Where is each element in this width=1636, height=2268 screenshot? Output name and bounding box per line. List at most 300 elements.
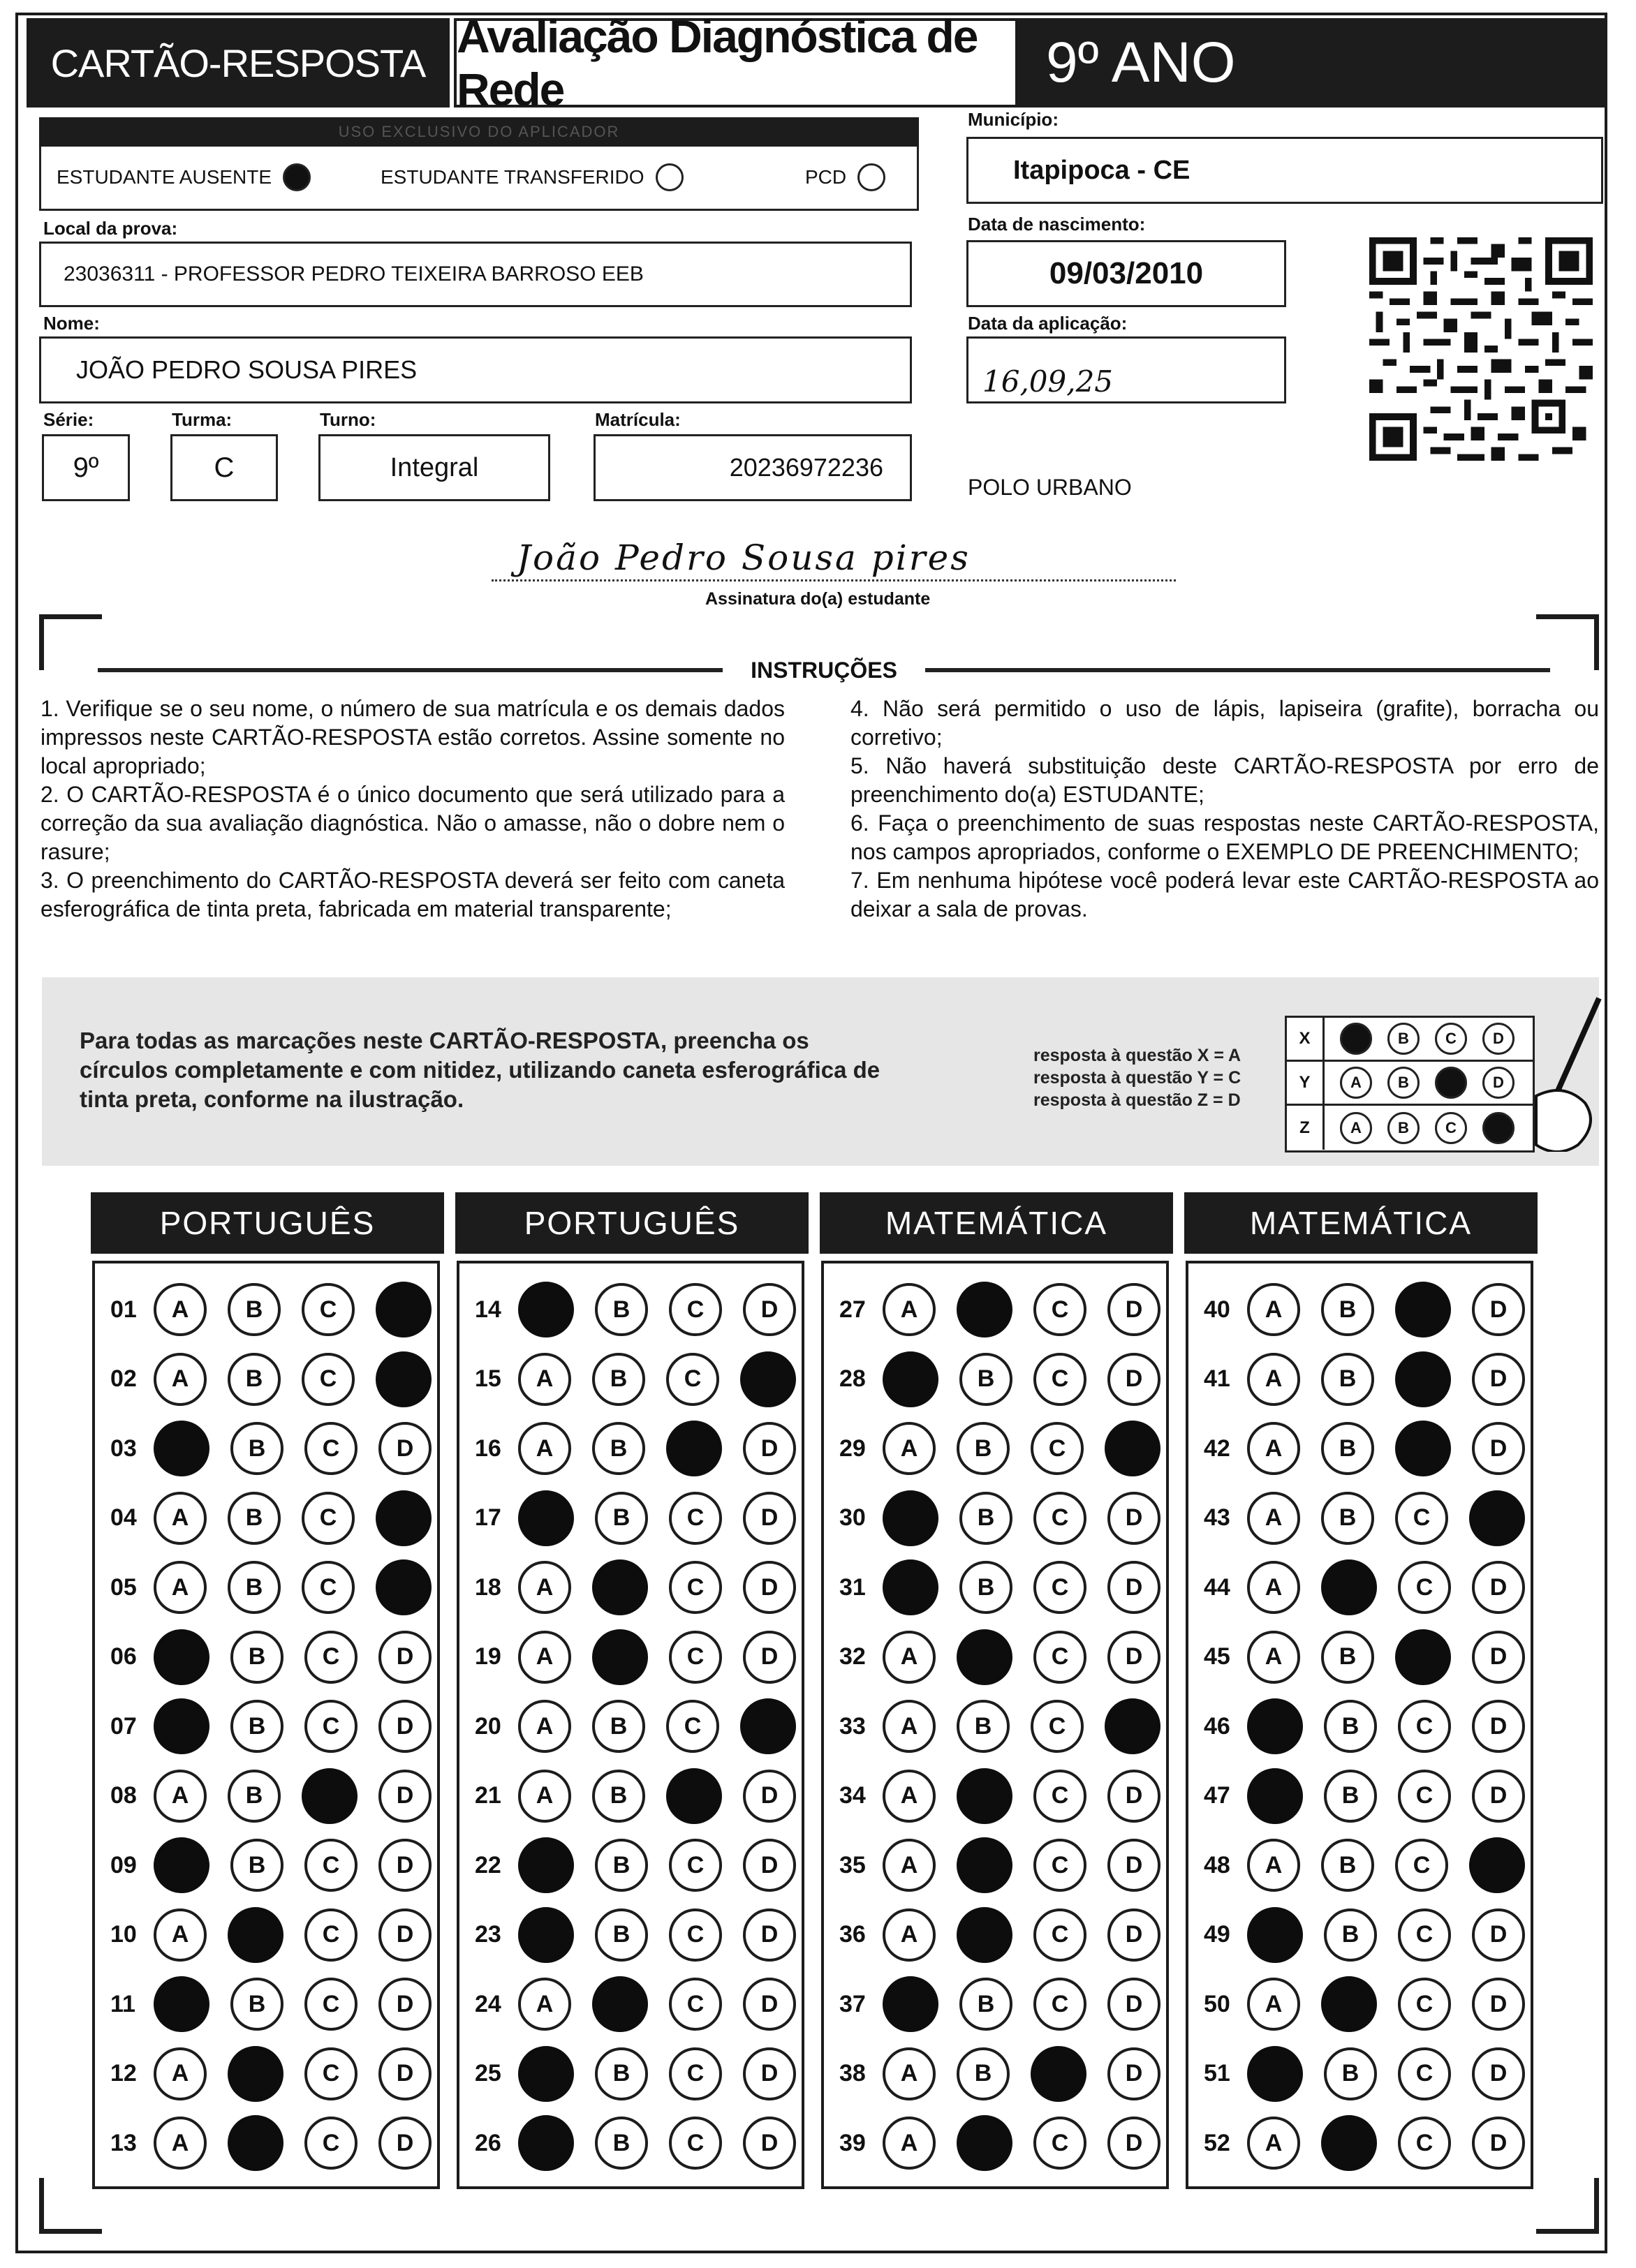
bubble-letter: D [1125,1851,1143,1878]
transferred-label: ESTUDANTE TRANSFERIDO [381,166,644,188]
bubble-letter: D [1489,1573,1508,1601]
question-number: 08 [110,1782,137,1809]
answer-bubble[interactable] [743,1978,796,2031]
answer-bubble[interactable] [518,1631,571,1684]
answer-bubble[interactable] [669,1908,722,1962]
answer-bubble[interactable] [518,1422,571,1475]
answer-bubble[interactable] [154,1561,207,1614]
polo-label: POLO URBANO [968,475,1132,500]
answer-bubble[interactable] [518,1700,571,1753]
answer-bubble[interactable] [1031,1422,1084,1475]
answer-bubble-filled[interactable] [1395,1421,1451,1476]
answer-bubble[interactable] [378,1978,432,2031]
answer-bubble[interactable] [1107,1978,1160,2031]
answer-bubble[interactable] [378,1839,432,1892]
answer-bubble[interactable] [1107,1770,1160,1823]
answer-bubble[interactable] [518,1978,571,2031]
answer-bubble[interactable] [1107,1908,1160,1962]
answer-bubble[interactable] [883,1631,936,1684]
answer-bubble[interactable] [669,1978,722,2031]
bubble-letter: C [1415,2060,1434,2087]
answer-bubble[interactable] [1472,1283,1525,1336]
answer-bubble-filled[interactable] [1031,2046,1086,2102]
answer-bubble[interactable] [743,1631,796,1684]
answer-bubble[interactable] [1398,1978,1451,2031]
bubble-letter: C [1415,1782,1434,1809]
answer-bubble-filled[interactable] [592,1559,648,1615]
section-header: MATEMÁTICA [1184,1192,1538,1254]
answer-bubble-filled[interactable] [957,2115,1012,2171]
answer-bubble[interactable] [1107,1561,1160,1614]
answer-bubble[interactable] [666,1700,719,1753]
corner-mark-bottom-right [1536,2178,1599,2234]
answer-bubble[interactable] [378,1770,432,1823]
answer-bubble[interactable] [883,2117,936,2170]
answer-bubble[interactable] [883,1422,936,1475]
answer-bubble[interactable] [1472,1422,1525,1475]
answer-bubble[interactable] [592,1700,645,1753]
answer-bubble[interactable] [592,1422,645,1475]
answer-bubble[interactable] [883,1770,936,1823]
answer-bubble[interactable] [304,1700,358,1753]
question-row [839,1629,1181,1685]
answer-bubble-filled[interactable] [666,1768,722,1824]
answer-bubble[interactable] [228,1492,281,1545]
answer-bubble[interactable] [1247,1978,1300,2031]
answer-bubble[interactable] [1472,1770,1525,1823]
answer-bubble[interactable] [669,1492,722,1545]
example-bubble: A [1340,1112,1372,1144]
application-date-label: Data da aplicação: [968,313,1128,334]
answer-bubble[interactable] [1472,1631,1525,1684]
instruction-item: 1. Verifique se o seu nome, o número de sua matrícula e os demais dados impressos neste CARTÃO-RESPOSTA estão corretos. Assine somente no local apropriado; [40,696,785,778]
answer-bubble-filled[interactable] [302,1768,358,1824]
bubble-letter: D [1489,1365,1508,1392]
answer-bubble-filled[interactable] [154,1976,209,2032]
answer-bubble[interactable] [595,2117,648,2170]
bubble-letter: D [760,1782,779,1809]
answer-bubble[interactable] [883,1839,936,1892]
question-number: 02 [110,1365,137,1392]
answer-bubble[interactable] [1324,1908,1377,1962]
grade-field-label: Série: [43,409,94,430]
answer-bubble[interactable] [959,1492,1012,1545]
bubble-letter: C [322,1712,340,1740]
bubble-letter: D [760,1643,779,1670]
answer-bubble[interactable] [302,1561,355,1614]
answer-bubble-filled[interactable] [592,1629,648,1685]
bubble-letter: B [1341,1782,1359,1809]
answer-bubble[interactable] [743,1422,796,1475]
answer-bubble-filled[interactable] [1321,1559,1377,1615]
answer-bubble[interactable] [595,1839,648,1892]
question-number: 35 [839,1851,866,1878]
answer-bubble-filled[interactable] [518,1282,574,1337]
answer-bubble[interactable] [743,2117,796,2170]
answer-bubble[interactable] [1324,2047,1377,2100]
answer-bubble-filled[interactable] [154,1698,209,1754]
answer-bubble[interactable] [304,1978,358,2031]
pcd-bubble[interactable] [857,163,885,191]
question-row [1204,1837,1546,1893]
answer-bubble[interactable] [230,1422,283,1475]
question-row [475,1768,817,1824]
answer-bubble[interactable] [1247,1631,1300,1684]
class-field: C [170,434,278,501]
answer-bubble[interactable] [1247,1839,1300,1892]
answer-bubble[interactable] [378,1422,432,1475]
question-row [839,2046,1181,2102]
answer-bubble-filled[interactable] [1247,2046,1303,2102]
question-number: 27 [839,1296,866,1323]
bubble-letter: B [977,1365,995,1392]
answer-bubble[interactable] [518,1561,571,1614]
bubble-letter: C [684,1712,702,1740]
answer-bubble-filled[interactable] [957,1282,1012,1337]
bubble-letter: A [1265,1365,1283,1392]
answer-bubble[interactable] [743,1561,796,1614]
answer-bubble[interactable] [1247,1283,1300,1336]
answer-bubble[interactable] [1107,2047,1160,2100]
pcd-option[interactable] [805,163,885,191]
answer-bubble[interactable] [669,2117,722,2170]
answer-bubble[interactable] [1395,1839,1448,1892]
answer-bubble[interactable] [1033,1561,1086,1614]
answer-bubble-filled[interactable] [228,1907,283,1963]
answer-bubble[interactable] [1398,1561,1451,1614]
answer-bubble[interactable] [1395,1492,1448,1545]
answer-bubble[interactable] [592,1353,645,1406]
bubble-letter: C [1051,1851,1069,1878]
answer-bubble[interactable] [1033,1353,1086,1406]
answer-bubble[interactable] [1247,1561,1300,1614]
answer-bubble-filled[interactable] [1395,1629,1451,1685]
bubble-letter: B [1341,1921,1359,1948]
bubble-letter: A [171,1504,189,1531]
answer-bubble[interactable] [1107,2117,1160,2170]
answer-bubble[interactable] [378,2117,432,2170]
answer-bubble[interactable] [959,1561,1012,1614]
answer-bubble[interactable] [1033,1908,1086,1962]
answer-bubble[interactable] [228,1353,281,1406]
answer-bubble[interactable] [1472,1978,1525,2031]
answer-bubble[interactable] [1247,2117,1300,2170]
answer-bubble[interactable] [1321,1631,1374,1684]
answer-bubble-filled[interactable] [1247,1698,1303,1754]
answer-bubble[interactable] [304,1839,358,1892]
bubble-letter: A [900,1712,918,1740]
answer-bubble[interactable] [304,2117,358,2170]
answer-bubble-filled[interactable] [1395,1351,1451,1407]
answer-bubble-filled[interactable] [376,1490,432,1546]
answer-bubble[interactable] [669,1839,722,1892]
question-number: 16 [475,1435,501,1462]
answer-bubble[interactable] [1472,2047,1525,2100]
answer-bubble[interactable] [154,1770,207,1823]
answer-bubble-filled[interactable] [154,1629,209,1685]
answer-bubble[interactable] [669,1561,722,1614]
answer-bubble[interactable] [304,1908,358,1962]
bubble-letter: C [319,1573,337,1601]
answer-bubble[interactable] [743,1283,796,1336]
question-number: 15 [475,1365,501,1392]
question-row [1204,1559,1546,1615]
answer-bubble[interactable] [1398,1908,1451,1962]
example-bubble [1482,1112,1515,1144]
answer-bubble-filled[interactable] [376,1282,432,1337]
answer-bubble[interactable] [592,1770,645,1823]
answer-bubble[interactable] [1321,1283,1374,1336]
answer-bubble[interactable] [230,1839,283,1892]
answer-bubble-filled[interactable] [376,1559,432,1615]
example-bubble [1340,1023,1372,1055]
answer-bubble[interactable] [883,1700,936,1753]
answer-bubble[interactable] [595,1908,648,1962]
answer-bubble[interactable] [154,1492,207,1545]
answer-bubble[interactable] [154,2047,207,2100]
bubble-letter: C [1051,1365,1069,1392]
answer-bubble[interactable] [957,1700,1010,1753]
answer-bubble[interactable] [302,1492,355,1545]
bubble-letter: C [686,1851,705,1878]
answer-bubble[interactable] [1321,1492,1374,1545]
answer-bubble-filled[interactable] [883,1976,938,2032]
answer-bubble[interactable] [1324,1770,1377,1823]
answer-bubble[interactable] [1031,1700,1084,1753]
answer-bubble[interactable] [230,1631,283,1684]
bubble-letter: A [171,2060,189,2087]
answer-bubble[interactable] [1033,1283,1086,1336]
answer-bubble[interactable] [154,2117,207,2170]
answer-bubble[interactable] [1398,2117,1451,2170]
answer-bubble[interactable] [743,1839,796,1892]
answer-bubble[interactable] [518,1770,571,1823]
answer-bubble[interactable] [1398,2047,1451,2100]
bubble-letter: D [760,1504,779,1531]
answer-bubble-filled[interactable] [1247,1768,1303,1824]
answer-bubble-filled[interactable] [518,1837,574,1893]
example-row [1287,1106,1533,1150]
answer-bubble[interactable] [1033,1978,1086,2031]
answer-bubble[interactable] [1247,1422,1300,1475]
answer-bubble[interactable] [230,1978,283,2031]
bubble-letter: C [322,1435,340,1462]
answer-bubble[interactable] [1472,1908,1525,1962]
answer-bubble[interactable] [959,1353,1012,1406]
bubble-letter: B [610,1365,628,1392]
answer-bubble-filled[interactable] [1469,1490,1525,1546]
answer-bubble[interactable] [1472,2117,1525,2170]
answer-bubble[interactable] [1107,1492,1160,1545]
question-number: 12 [110,2060,137,2087]
absent-option[interactable] [57,163,311,191]
answer-bubble[interactable] [666,1353,719,1406]
answer-bubble[interactable] [957,2047,1010,2100]
answer-bubble[interactable] [743,1492,796,1545]
answer-bubble[interactable] [1321,1839,1374,1892]
answer-bubble[interactable] [302,1353,355,1406]
answer-bubble[interactable] [378,2047,432,2100]
bubble-letter: B [612,1921,631,1948]
question-number: 09 [110,1851,137,1878]
answer-bubble[interactable] [1247,1492,1300,1545]
answer-bubble[interactable] [1107,1283,1160,1336]
answer-bubble[interactable] [1033,1492,1086,1545]
answer-bubble[interactable] [1472,1561,1525,1614]
answer-bubble[interactable] [595,1283,648,1336]
bubble-letter: B [610,1712,628,1740]
answer-bubble[interactable] [1324,1700,1377,1753]
bubble-letter: B [1339,1851,1357,1878]
bubble-letter: B [248,1990,266,2017]
answer-bubble[interactable] [230,1700,283,1753]
bubble-letter: D [1125,1990,1143,2017]
answer-bubble[interactable] [743,2047,796,2100]
answer-bubble-filled[interactable] [1321,2115,1377,2171]
signature-line [492,579,1176,581]
answer-bubble[interactable] [595,1492,648,1545]
bubble-letter: C [319,1365,337,1392]
answer-bubble-filled[interactable] [376,1351,432,1407]
answer-bubble-filled[interactable] [154,1837,209,1893]
transferred-option[interactable] [381,163,684,191]
answer-bubble-filled[interactable] [957,1837,1012,1893]
application-date-field[interactable]: 16,09,25 [966,336,1286,403]
answer-bubble[interactable] [378,1631,432,1684]
answer-bubble[interactable] [669,1631,722,1684]
answer-bubble[interactable] [1472,1353,1525,1406]
transferred-bubble[interactable] [656,163,684,191]
question-number: 04 [110,1504,137,1531]
question-number: 24 [475,1990,501,2017]
bubble-letter: B [1339,1365,1357,1392]
answer-bubble[interactable] [669,2047,722,2100]
answer-bubble-filled[interactable] [1321,1976,1377,2032]
answer-bubble[interactable] [154,1283,207,1336]
question-number: 31 [839,1573,866,1601]
answer-bubble[interactable] [302,1283,355,1336]
bubble-letter: D [1489,2129,1508,2156]
answer-bubble[interactable] [957,1422,1010,1475]
answer-bubble[interactable] [1033,1839,1086,1892]
answer-bubble[interactable] [228,1283,281,1336]
answer-bubble[interactable] [304,1422,358,1475]
answer-bubble-filled[interactable] [1395,1282,1451,1337]
answer-bubble[interactable] [1107,1839,1160,1892]
answer-bubble[interactable] [883,1908,936,1962]
bubble-letter: A [171,1573,189,1601]
question-number: 40 [1204,1296,1230,1323]
answer-bubble[interactable] [378,1700,432,1753]
answer-bubble-filled[interactable] [883,1490,938,1546]
question-row [839,1421,1181,1476]
answer-bubble[interactable] [959,1978,1012,2031]
bubble-letter: D [760,1296,779,1323]
question-row [475,2115,817,2171]
answer-bubble[interactable] [154,1908,207,1962]
answer-bubble[interactable] [1033,1631,1086,1684]
bubble-letter: B [612,1504,631,1531]
answer-bubble-filled[interactable] [228,2115,283,2171]
birthdate-field: 09/03/2010 [966,240,1286,307]
question-number: 39 [839,2129,866,2156]
bubble-letter: C [686,1504,705,1531]
answer-bubble[interactable] [595,2047,648,2100]
bubble-letter: C [1413,1504,1431,1531]
answer-bubble[interactable] [1033,2117,1086,2170]
instructions-left [40,695,785,924]
answer-bubble-filled[interactable] [1247,1907,1303,1963]
answer-bubble-filled[interactable] [883,1559,938,1615]
answer-bubble-filled[interactable] [1105,1698,1160,1754]
example-row [1287,1018,1533,1062]
bubble-letter: D [1489,1782,1508,1809]
answer-bubble-filled[interactable] [592,1976,648,2032]
answer-bubble-filled[interactable] [1105,1421,1160,1476]
answer-bubble-filled[interactable] [740,1351,796,1407]
answer-bubble[interactable] [669,1283,722,1336]
answer-bubble-filled[interactable] [957,1768,1012,1824]
answer-bubble-filled[interactable] [518,2046,574,2102]
answer-bubble-filled[interactable] [957,1629,1012,1685]
answer-bubble[interactable] [1107,1631,1160,1684]
answer-bubble-filled[interactable] [518,1907,574,1963]
bubble-letter: D [1489,2060,1508,2087]
answer-bubble[interactable] [228,1561,281,1614]
question-number: 14 [475,1296,501,1323]
answer-bubble[interactable] [154,1353,207,1406]
answer-bubble-filled[interactable] [518,2115,574,2171]
answer-bubble[interactable] [1321,1353,1374,1406]
answer-bubble[interactable] [1472,1700,1525,1753]
answer-bubble[interactable] [228,1770,281,1823]
answer-bubble[interactable] [378,1908,432,1962]
answer-bubble-filled[interactable] [957,1907,1012,1963]
answer-bubble[interactable] [743,1908,796,1962]
municipio-label: Município: [968,109,1059,130]
answer-bubble-filled[interactable] [666,1421,722,1476]
answer-bubble[interactable] [1321,1422,1374,1475]
answer-bubble-filled[interactable] [228,2046,283,2102]
answer-bubble[interactable] [1398,1700,1451,1753]
bubble-letter: D [1125,2060,1143,2087]
answer-bubble[interactable] [1247,1353,1300,1406]
question-row [110,2046,452,2102]
bubble-letter: A [1265,1851,1283,1878]
answer-bubble[interactable] [1398,1770,1451,1823]
answer-bubble[interactable] [518,1353,571,1406]
answer-bubble[interactable] [743,1770,796,1823]
bubble-letter: D [1125,1921,1143,1948]
absent-bubble[interactable] [283,163,311,191]
question-row [110,1976,452,2032]
answer-bubble-filled[interactable] [883,1351,938,1407]
answer-bubble[interactable] [1033,1770,1086,1823]
answer-bubble-filled[interactable] [518,1490,574,1546]
bubble-letter: D [760,1921,779,1948]
answer-bubble[interactable] [304,2047,358,2100]
answer-bubble-filled[interactable] [1469,1837,1525,1893]
answer-bubble[interactable] [1107,1353,1160,1406]
answer-bubble-filled[interactable] [740,1698,796,1754]
answer-bubble[interactable] [883,2047,936,2100]
question-number: 30 [839,1504,866,1531]
answer-bubble[interactable] [883,1283,936,1336]
answer-bubble[interactable] [304,1631,358,1684]
answer-bubble-filled[interactable] [154,1421,209,1476]
enrollment-field: 20236972236 [594,434,912,501]
question-row [110,1837,452,1893]
